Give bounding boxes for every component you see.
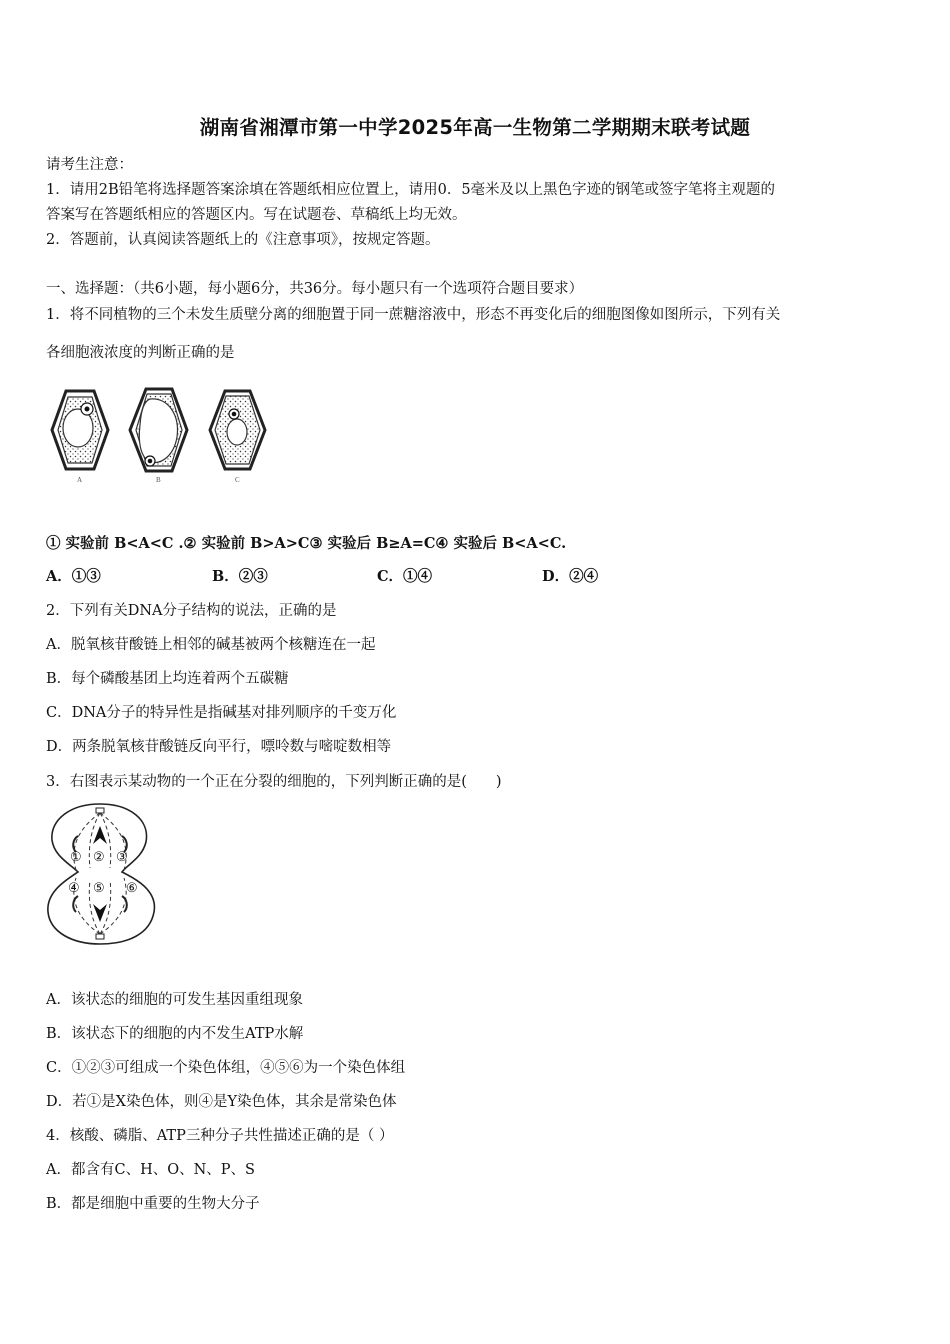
section-heading: 一、选择题：（共6小题，每小题6分，共36分。每小题只有一个选项符合题目要求） — [46, 281, 584, 297]
q3-option-d[interactable]: D．若①是X染色体，则④是Y染色体，其余是常染色体 — [46, 1094, 397, 1110]
q1-option-a[interactable]: A．①③ — [46, 568, 101, 585]
cell-outline — [48, 804, 155, 944]
chromosome-label-6: ⑥ — [126, 880, 138, 895]
chromosome-label-1: ① — [70, 849, 82, 864]
q1-statements: ① 实验前 B<A<C .② 实验前 B>A>C③ 实验后 B≥A=C④ 实验后 B<A<C. — [46, 535, 567, 552]
q2-option-a[interactable]: A．脱氧核苷酸链上相邻的碱基被两个核糖连在一起 — [46, 637, 376, 653]
q2-option-d[interactable]: D．两条脱氧核苷酸链反向平行，嘌呤数与嘧啶数相等 — [46, 739, 392, 755]
q2-option-b[interactable]: B．每个磷酸基团上均连着两个五碳糖 — [46, 671, 289, 687]
q1-options — [46, 565, 646, 585]
q4-option-b[interactable]: B．都是细胞中重要的生物大分子 — [46, 1196, 260, 1212]
q1-option-b[interactable]: B．②③ — [212, 568, 268, 585]
cell-label-c: C — [235, 476, 240, 484]
notice-item-2: 2．答题前，认真阅读答题纸上的《注意事项》，按规定答题。 — [46, 232, 440, 248]
q1-stem-line-1: 1．将不同植物的三个未发生质壁分离的细胞置于同一蔗糖溶液中，形态不再变化后的细胞图像如图所示，下列有关 — [46, 307, 781, 323]
q1-cell-figure — [44, 385, 276, 490]
q1-option-d[interactable]: D．②④ — [542, 568, 599, 585]
q2-option-c[interactable]: C．DNA分子的特异性是指碱基对排列顺序的千变万化 — [46, 705, 397, 721]
chromosome-label-2: ② — [93, 849, 105, 864]
q3-cell-figure — [42, 800, 162, 948]
chromosome-label-5: ⑤ — [93, 880, 105, 895]
notice-heading: 请考生注意： — [46, 157, 133, 173]
notice-item-1-line-1: 1．请用2B铅笔将选择题答案涂填在答题纸相应位置上，请用0．5毫米及以上黑色字迹的钢笔或签字笔将主观题的 — [46, 182, 776, 198]
q3-stem: 3．右图表示某动物的一个正在分裂的细胞的，下列判断正确的是( ) — [46, 774, 502, 790]
page-title: 湖南省湘潭市第一中学2025年高一生物第二学期期末联考试题 — [199, 116, 751, 139]
centrosome-bottom — [96, 934, 104, 939]
q1-stem-line-2: 各细胞液浓度的判断正确的是 — [46, 345, 235, 361]
q2-stem: 2．下列有关DNA分子结构的说法，正确的是 — [46, 603, 337, 619]
chromosome-label-4: ④ — [68, 880, 80, 895]
q4-stem: 4．核酸、磷脂、ATP三种分子共性描述正确的是（ ） — [46, 1128, 394, 1144]
q1-option-c[interactable]: C．①④ — [377, 568, 433, 585]
cell-label-a: A — [77, 476, 83, 484]
notice-item-1-line-2: 答案写在答题纸相应的答题区内。写在试题卷、草稿纸上均无效。 — [46, 207, 467, 223]
cell-a — [52, 391, 108, 469]
q3-option-c[interactable]: C．①②③可组成一个染色体组，④⑤⑥为一个染色体组 — [46, 1060, 406, 1076]
centrosome-top — [96, 808, 104, 813]
q3-option-b[interactable]: B．该状态下的细胞的内不发生ATP水解 — [46, 1026, 304, 1042]
q3-option-a[interactable]: A．该状态的细胞的可发生基因重组现象 — [46, 992, 303, 1008]
q4-option-a[interactable]: A．都含有C、H、O、N、P、S — [46, 1162, 255, 1178]
cell-label-b: B — [156, 476, 161, 484]
cell-b — [130, 389, 187, 471]
chromosome-label-3: ③ — [116, 849, 128, 864]
cell-c — [210, 391, 265, 469]
